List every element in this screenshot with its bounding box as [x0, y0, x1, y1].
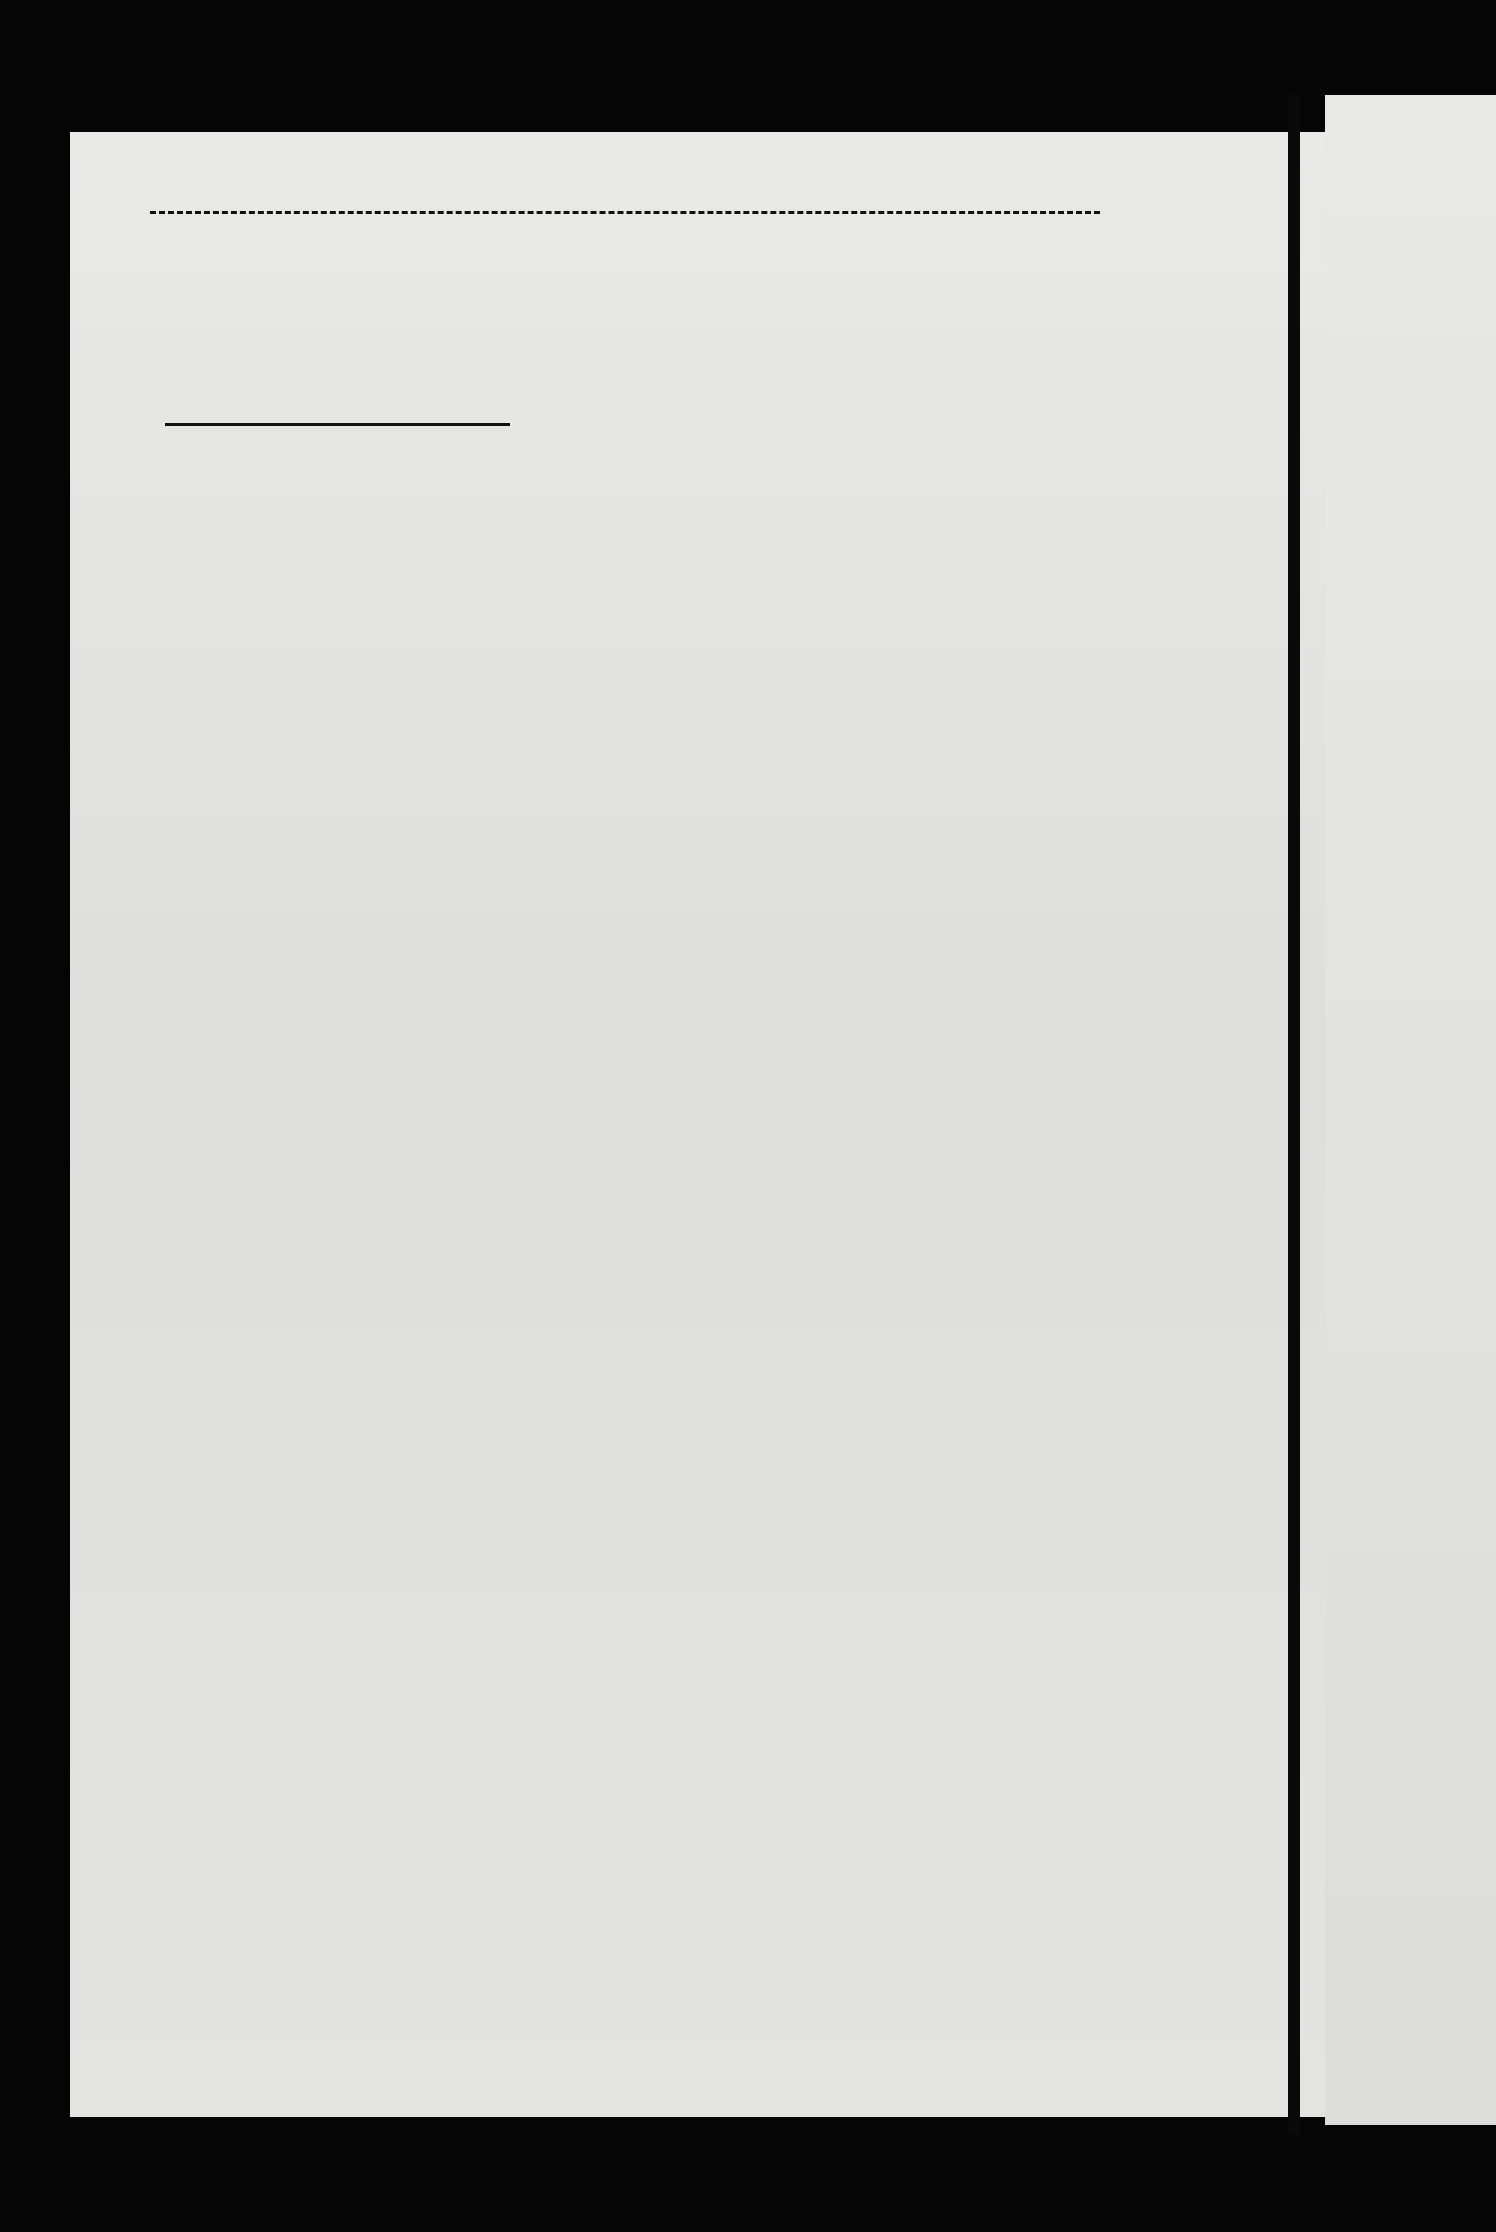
stations-rule: [165, 423, 510, 426]
page-gutter: [1288, 95, 1300, 2135]
header-rule: [150, 211, 1100, 214]
left-page: [70, 132, 1325, 2117]
right-page-edge: [1325, 95, 1496, 2125]
